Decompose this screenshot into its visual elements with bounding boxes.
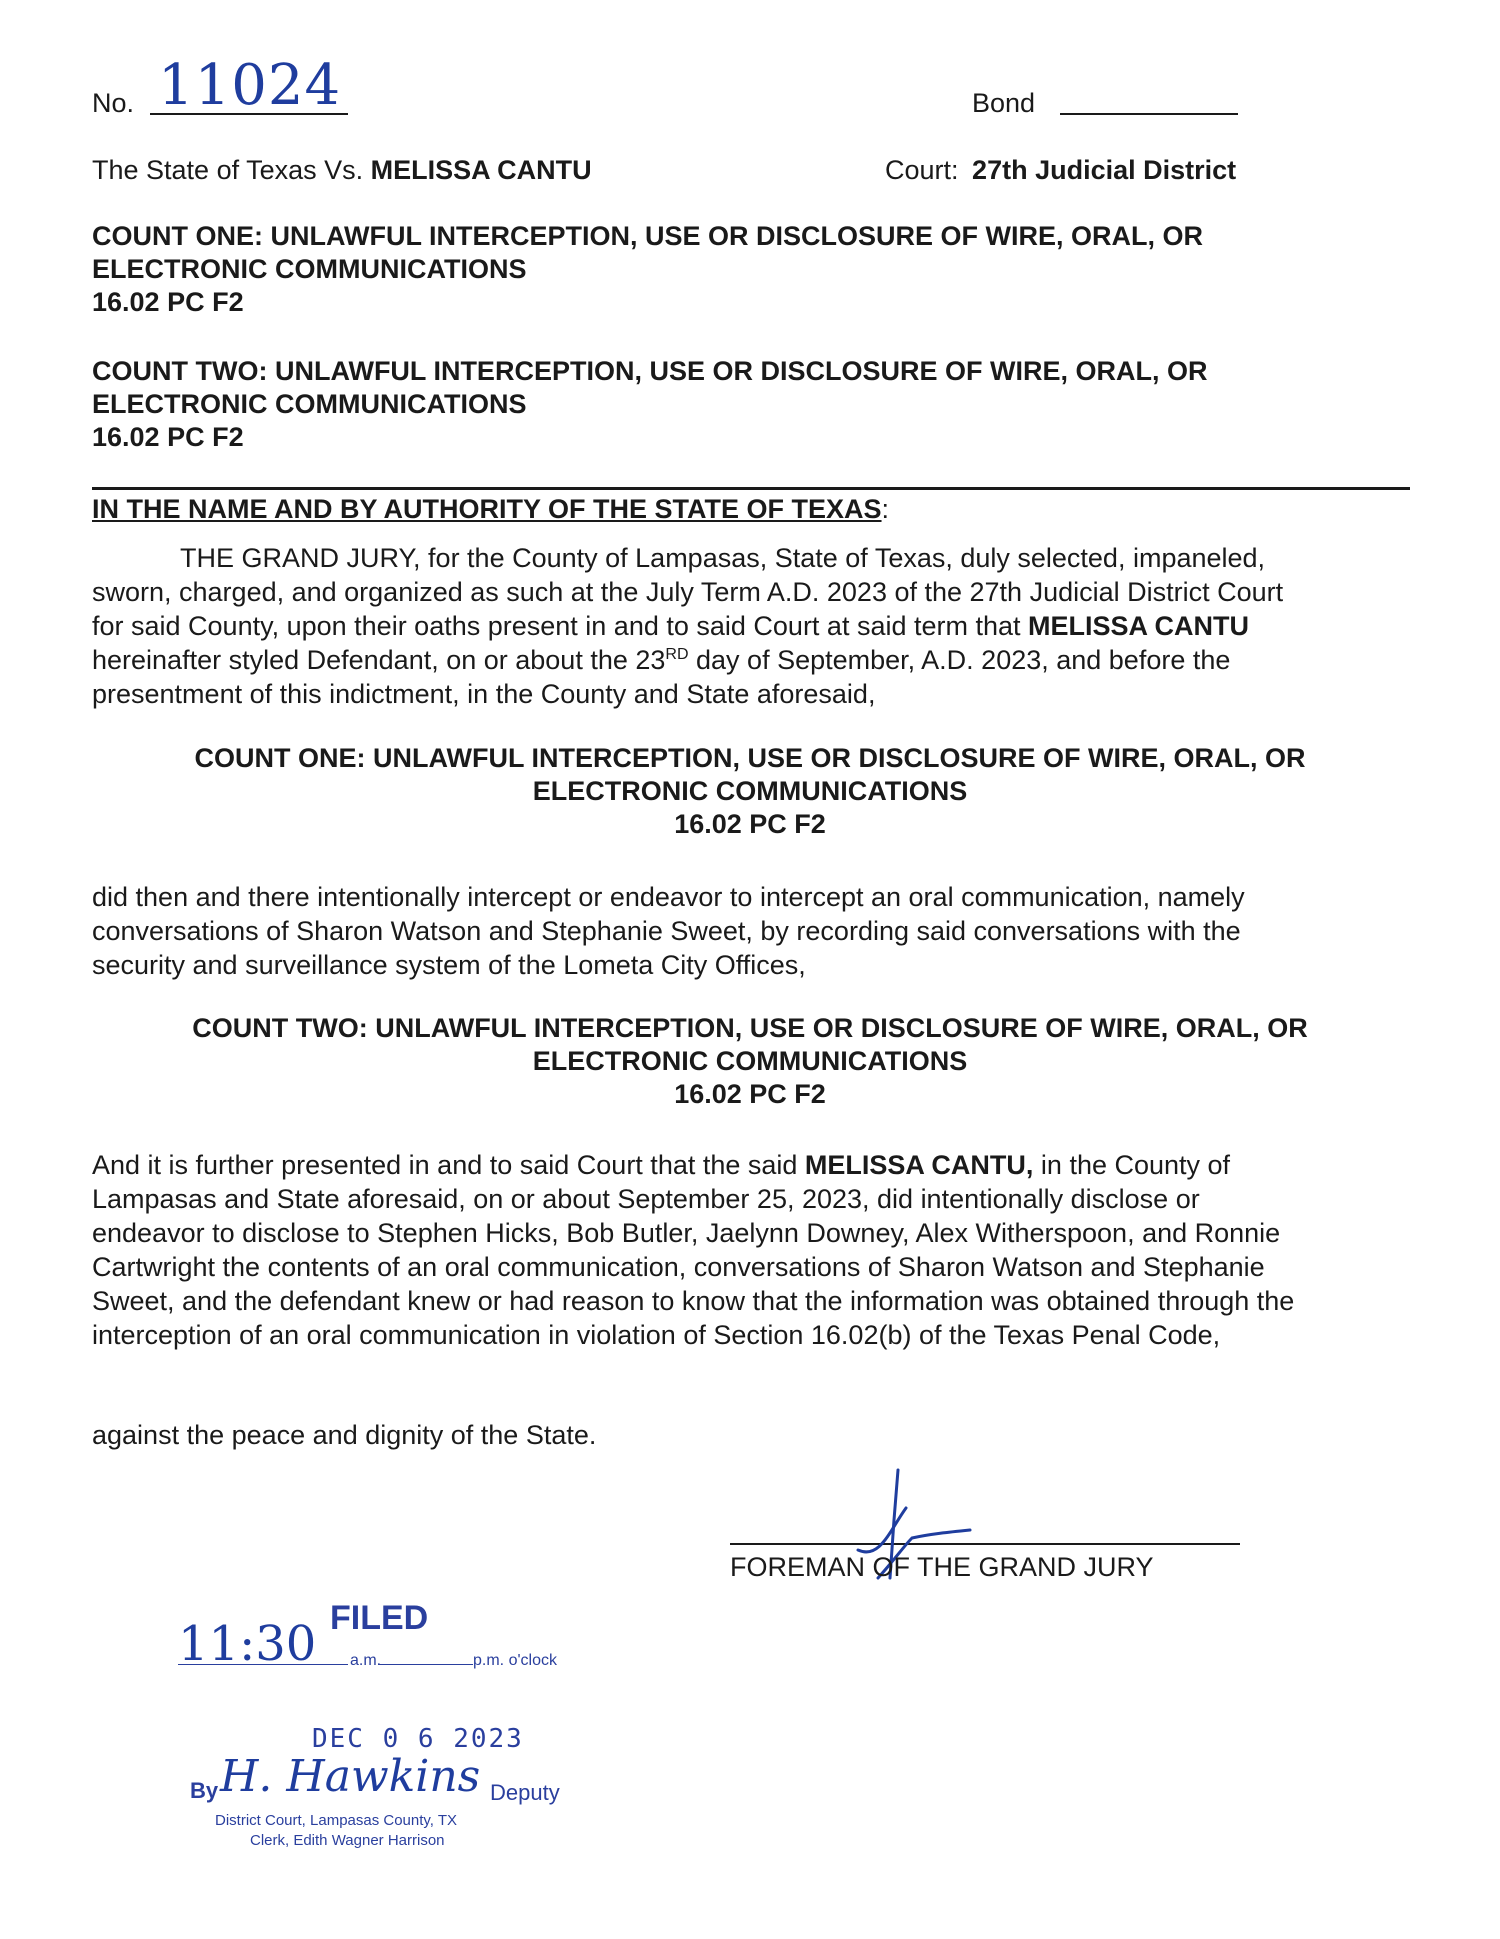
court-label: Court: <box>885 155 959 185</box>
by-label: By <box>190 1778 219 1803</box>
case-number-handwritten: 11024 <box>158 53 342 118</box>
count-two-heading-3: 16.02 PC F2 <box>674 1079 826 1109</box>
count-two-summary-title: COUNT TWO: UNLAWFUL INTERCEPTION, USE OR DISCLOSURE OF WIRE, ORAL, OR <box>92 356 1208 386</box>
court-name: 27th Judicial District <box>972 155 1237 185</box>
count-one-body <box>92 880 1410 982</box>
state-vs-text: The State of Texas Vs. <box>92 155 364 185</box>
count-one-heading-2: ELECTRONIC COMMUNICATIONS <box>532 776 968 806</box>
count-two-line-1-rest: in the County of <box>1033 1150 1231 1180</box>
stamp-court-line: District Court, Lampasas County, TX <box>215 1812 458 1829</box>
count-one-heading <box>92 742 1408 841</box>
count-one-heading-1: COUNT ONE: UNLAWFUL INTERCEPTION, USE OR DISCLOSURE OF WIRE, ORAL, OR <box>194 743 1306 773</box>
intro-line-5: presentment of this indictment, in the County and State aforesaid, <box>92 679 876 709</box>
count-two-summary-title-2: ELECTRONIC COMMUNICATIONS <box>92 389 527 419</box>
filed-time-handwritten: 11:30 <box>178 1616 317 1672</box>
count-two-line-6: interception of an oral communication in violation of Section 16.02(b) of the Texas Penal Code, <box>92 1320 1221 1350</box>
deputy-label: Deputy <box>490 1780 560 1805</box>
closing-statement: against the peace and dignity of the State. <box>92 1420 597 1450</box>
count-two-line-3: endeavor to disclose to Stephen Hicks, Bob Butler, Jaelynn Downey, Alex Witherspoon, and Ronnie <box>92 1218 1281 1248</box>
authority-colon: : <box>881 494 890 524</box>
intro-line-3 <box>92 609 1410 643</box>
case-number-label: No. <box>92 88 135 118</box>
count-two-defendant: MELISSA CANTU, <box>804 1150 1034 1180</box>
defendant-name: MELISSA CANTU <box>370 155 592 185</box>
intro-line-1: THE GRAND JURY, for the County of Lampasas, State of Texas, duly selected, impaneled, <box>180 543 1266 573</box>
intro-line-2: sworn, charged, and organized as such at the July Term A.D. 2023 of the 27th Judicial District Court <box>92 577 1284 607</box>
filed-date: DEC 0 6 2023 <box>312 1724 524 1754</box>
intro-line-4 <box>92 643 1410 677</box>
bond-label: Bond <box>972 88 1036 118</box>
count-one-summary <box>92 220 1432 319</box>
pm-label: p.m. o'clock <box>473 1652 557 1669</box>
count-two-heading-1: COUNT TWO: UNLAWFUL INTERCEPTION, USE OR DISCLOSURE OF WIRE, ORAL, OR <box>192 1013 1308 1043</box>
count-two-line-1-text: And it is further presented in and to said Court that the said <box>92 1150 805 1180</box>
count-two-summary <box>92 355 1432 454</box>
count-one-line-3: security and surveillance system of the Lometa City Offices, <box>92 950 806 980</box>
deputy-signature: H. Hawkins <box>220 1751 481 1802</box>
count-two-heading-2: ELECTRONIC COMMUNICATIONS <box>532 1046 968 1076</box>
intro-line-3-text: for said County, upon their oaths present in and to said Court at said term that <box>92 611 1029 641</box>
count-two-heading <box>92 1012 1408 1111</box>
count-two-line-2: Lampasas and State aforesaid, on or about September 25, 2023, did intentionally disclose or <box>92 1184 1200 1214</box>
section-divider <box>92 487 1410 490</box>
intro-line-4-text: hereinafter styled Defendant, on or about the 23 <box>92 645 666 675</box>
filed-stamp-title: FILED <box>330 1599 429 1637</box>
count-two-summary-code: 16.02 PC F2 <box>92 422 244 452</box>
count-one-summary-title-2: ELECTRONIC COMMUNICATIONS <box>92 254 527 284</box>
count-two-line-5: Sweet, and the defendant knew or had reason to know that the information was obtained through the <box>92 1286 1295 1316</box>
court-info <box>885 153 1236 187</box>
bond-line <box>1060 113 1238 115</box>
intro-defendant: MELISSA CANTU <box>1028 611 1250 641</box>
authority-heading-text: IN THE NAME AND BY AUTHORITY OF THE STATE OF TEXAS <box>92 494 882 524</box>
count-one-summary-title: COUNT ONE: UNLAWFUL INTERCEPTION, USE OR DISCLOSURE OF WIRE, ORAL, OR <box>92 221 1204 251</box>
case-caption <box>92 153 592 187</box>
count-two-line-1 <box>92 1148 1410 1182</box>
grand-jury-paragraph <box>92 541 1410 711</box>
count-one-line-1: did then and there intentionally intercept or endeavor to intercept an oral communication, namely <box>92 882 1245 912</box>
count-one-line-2: conversations of Sharon Watson and Stephanie Sweet, by recording said conversations with the <box>92 916 1241 946</box>
authority-heading <box>92 492 889 526</box>
count-two-line-4: Cartwright the contents of an oral communication, conversations of Sharon Watson and Stephanie <box>92 1252 1265 1282</box>
am-line <box>178 1664 348 1665</box>
count-two-body <box>92 1148 1410 1352</box>
count-one-summary-code: 16.02 PC F2 <box>92 287 244 317</box>
foreman-signature-line <box>730 1543 1240 1545</box>
ordinal-suffix: RD <box>665 646 689 663</box>
am-label: a.m. <box>350 1652 382 1669</box>
count-one-heading-3: 16.02 PC F2 <box>674 809 826 839</box>
pm-line <box>378 1664 473 1665</box>
intro-line-4-rest: day of September, A.D. 2023, and before the <box>688 645 1231 675</box>
foreman-label: FOREMAN OF THE GRAND JURY <box>730 1552 1154 1582</box>
stamp-clerk-line: Clerk, Edith Wagner Harrison <box>250 1832 445 1849</box>
